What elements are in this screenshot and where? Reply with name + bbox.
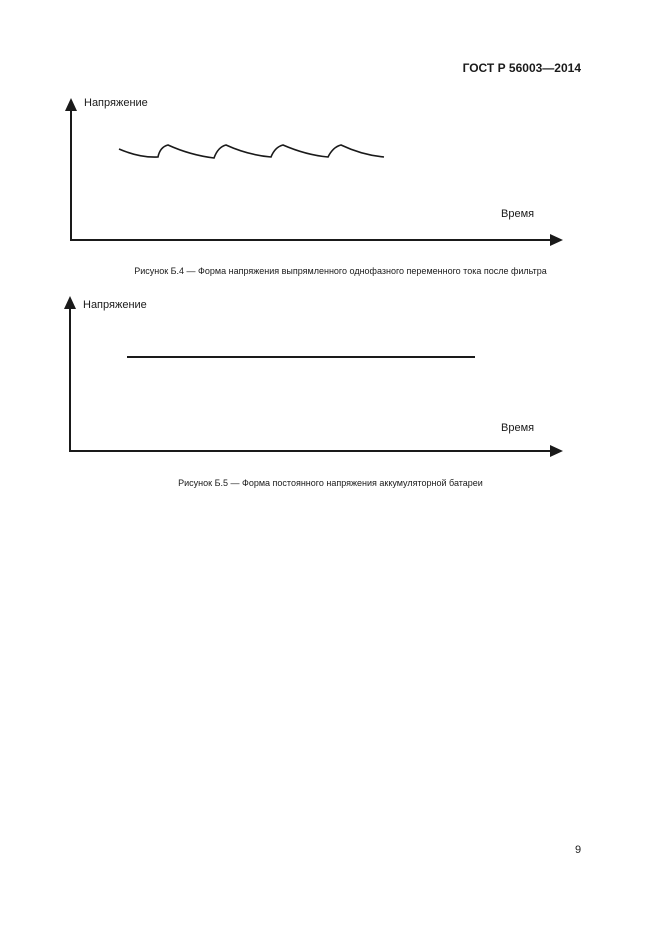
x-axis-label: Время	[501, 422, 535, 434]
y-axis-label: Напряжение	[84, 97, 148, 109]
figure-caption: Рисунок Б.4 — Форма напряжения выпрямленного однофазного переменного тока после фильтра	[134, 266, 547, 276]
standard-code: ГОСТ Р 56003—2014	[462, 61, 581, 75]
figure-caption: Рисунок Б.5 — Форма постоянного напряжения аккумуляторной батареи	[178, 478, 483, 488]
y-axis-arrow	[64, 296, 76, 309]
page-number: 9	[575, 844, 582, 856]
x-axis-label: Время	[501, 208, 535, 220]
x-axis-arrow	[550, 445, 563, 457]
y-axis-label: Напряжение	[83, 299, 147, 311]
